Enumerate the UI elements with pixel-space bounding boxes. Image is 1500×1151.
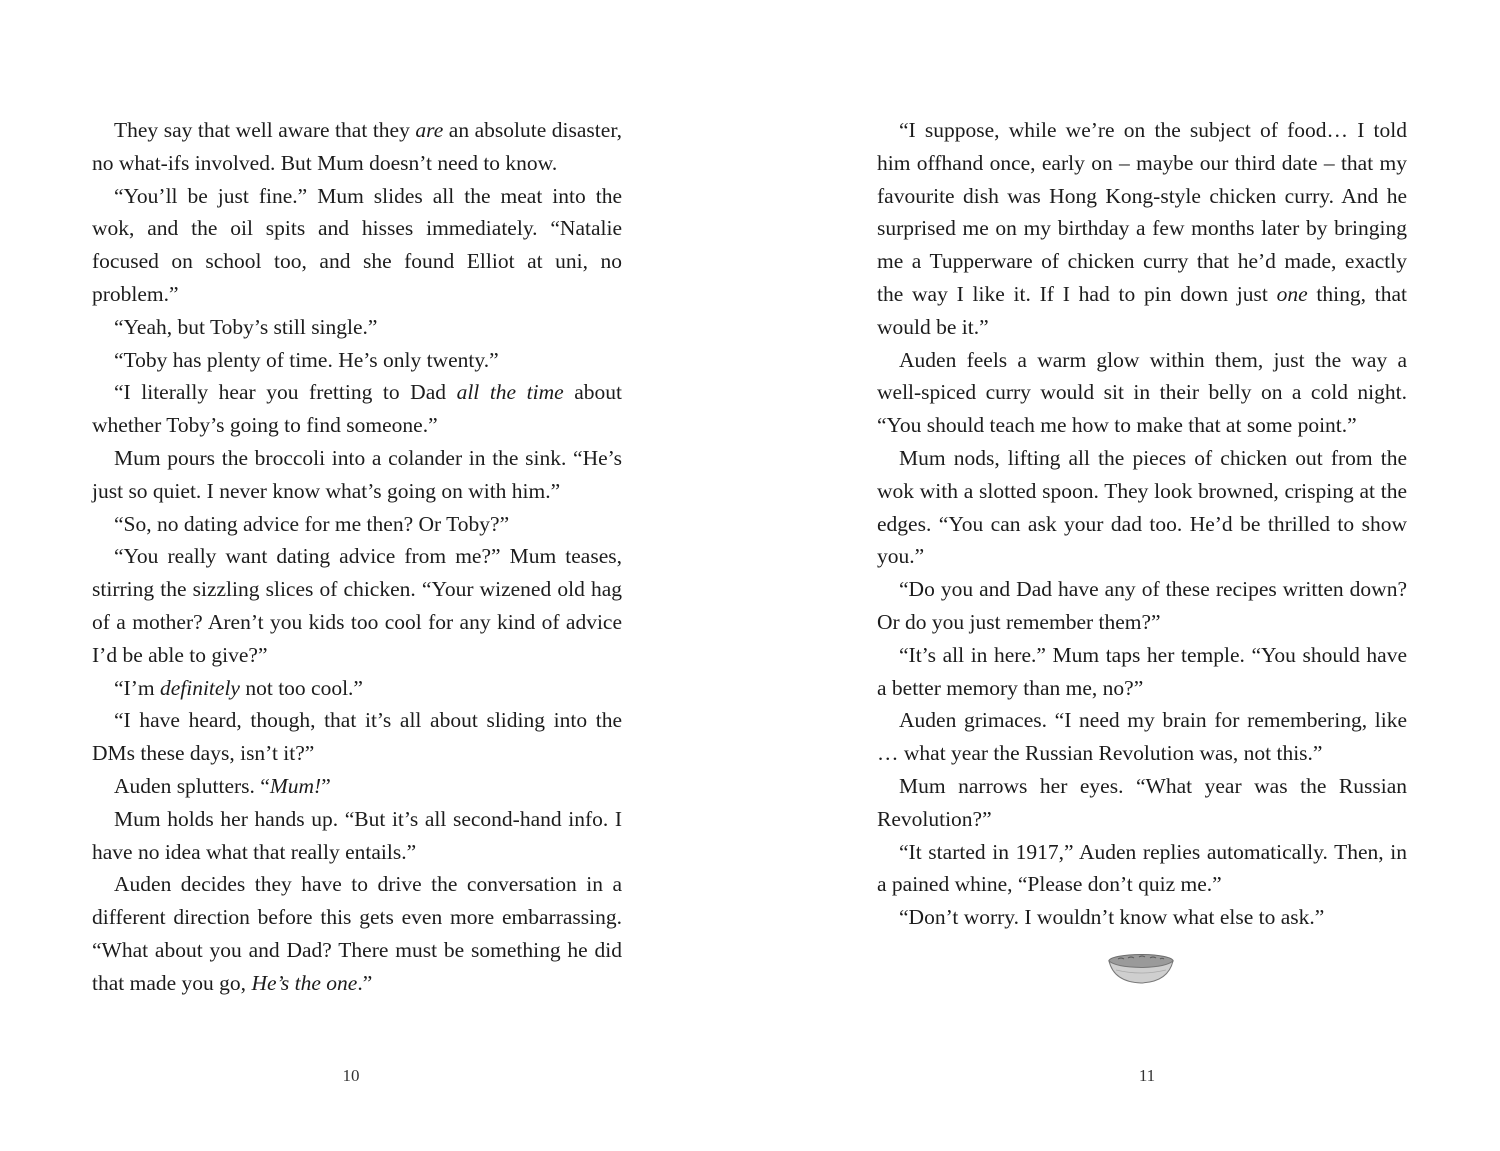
text-run: “You really want dating advice from me?” Mum teases, stirring the sizzling slices of chicken. “Your wizened old hag of a mother? Aren’t you kids too cool for any kind of advice I’d be able to give?” bbox=[92, 544, 622, 667]
paragraph bbox=[92, 803, 622, 869]
paragraph bbox=[877, 704, 1407, 770]
paragraph bbox=[92, 868, 622, 999]
paragraph bbox=[92, 311, 622, 344]
paragraph bbox=[877, 901, 1407, 934]
italic-text: He’s the one bbox=[251, 970, 358, 995]
text-run: “I have heard, though, that it’s all about sliding into the DMs these days, isn’t it?” bbox=[92, 708, 622, 766]
italic-text: one bbox=[1276, 281, 1308, 306]
italic-text: definitely bbox=[159, 675, 240, 700]
italic-text: are bbox=[415, 118, 444, 142]
right-page-number: 11 bbox=[1138, 1066, 1156, 1085]
italic-text: Mum! bbox=[269, 773, 322, 798]
text-run: “It started in 1917,” Auden replies automatically. Then, in a pained whine, “Please don’t quiz me.” bbox=[877, 839, 1407, 897]
text-run: Mum holds her hands up. “But it’s all second-hand info. I have no idea what that really entails.” bbox=[92, 806, 622, 864]
paragraph bbox=[92, 114, 622, 180]
text-run: Mum narrows her eyes. “What year was the Russian Revolution?” bbox=[877, 773, 1407, 831]
text-run: “It’s all in here.” Mum taps her temple. “You should have a better memory than me, no?” bbox=[877, 642, 1407, 700]
right-page bbox=[750, 0, 1500, 1151]
paragraph bbox=[877, 836, 1407, 902]
left-page-text bbox=[92, 114, 622, 1000]
italic-text: all the time bbox=[456, 380, 564, 405]
paragraph bbox=[877, 770, 1407, 836]
paragraph bbox=[92, 442, 622, 508]
text-run: They say that well aware that they bbox=[114, 118, 416, 142]
text-run: “Yeah, but Toby’s still single.” bbox=[114, 314, 378, 339]
paragraph bbox=[92, 770, 622, 803]
text-run: Auden grimaces. “I need my brain for remembering, like … what year the Russian Revolution was, not this.” bbox=[877, 708, 1407, 766]
text-run: Auden decides they have to drive the conversation in a different direction before this gets even more embarrassing. “What about you and Dad? There must be something he did that made you go, bbox=[92, 872, 622, 995]
paragraph bbox=[92, 508, 622, 541]
text-run: “You’ll be just fine.” Mum slides all the meat into the wok, and the oil spits and hisses immediately. “Natalie focused on school too, and she found Elliot at uni, no problem.” bbox=[92, 183, 622, 306]
paragraph bbox=[877, 442, 1407, 573]
paragraph bbox=[92, 540, 622, 671]
text-run: Auden feels a warm glow within them, just the way a well-spiced curry would sit in their belly on a cold night. “You should teach me how to make that at some point.” bbox=[877, 347, 1407, 438]
paragraph bbox=[877, 114, 1407, 344]
text-run: “I’m bbox=[114, 675, 160, 700]
text-run: ” bbox=[321, 773, 331, 798]
text-run: thing, that would be it.” bbox=[877, 281, 1407, 339]
paragraph bbox=[92, 704, 622, 770]
paragraph bbox=[877, 639, 1407, 705]
text-run: .” bbox=[357, 970, 373, 995]
text-run: an absolute disaster, no what-ifs involved. But Mum doesn’t need to know. bbox=[92, 118, 622, 175]
text-run: “I literally hear you fretting to Dad bbox=[114, 380, 457, 405]
paragraph bbox=[92, 180, 622, 311]
text-run: Auden splutters. “ bbox=[114, 773, 270, 798]
paragraph bbox=[92, 344, 622, 377]
text-run: Mum pours the broccoli into a colander in the sink. “He’s just so quiet. I never know what’s going on with him.” bbox=[92, 445, 622, 503]
text-run: not too cool.” bbox=[239, 675, 363, 700]
text-run: about whether Toby’s going to find someone.” bbox=[92, 380, 622, 438]
paragraph bbox=[92, 672, 622, 705]
bowl-icon bbox=[1106, 950, 1176, 990]
text-run: “So, no dating advice for me then? Or Toby?” bbox=[114, 511, 510, 536]
text-run: “Toby has plenty of time. He’s only twenty.” bbox=[114, 347, 499, 372]
left-page-number: 10 bbox=[342, 1066, 360, 1085]
text-run: Mum nods, lifting all the pieces of chicken out from the wok with a slotted spoon. They look browned, crisping at the edges. “You can ask your dad too. He’d be thrilled to show you.” bbox=[877, 445, 1407, 569]
paragraph bbox=[877, 573, 1407, 639]
paragraph bbox=[92, 376, 622, 442]
text-run: “Don’t worry. I wouldn’t know what else to ask.” bbox=[899, 905, 1325, 930]
right-page-text bbox=[877, 114, 1407, 934]
text-run: “I suppose, while we’re on the subject of food… I told him offhand once, early on – maybe our third date – that my favourite dish was Hong Kong-style chicken curry. And he surprised me on my birthday a few months later by bringing me a Tupperware of chicken curry that he’d made, exactly the way I like it. If I had to pin down just bbox=[877, 118, 1407, 306]
paragraph bbox=[877, 344, 1407, 442]
text-run: “Do you and Dad have any of these recipes written down? Or do you just remember them?” bbox=[877, 577, 1407, 634]
